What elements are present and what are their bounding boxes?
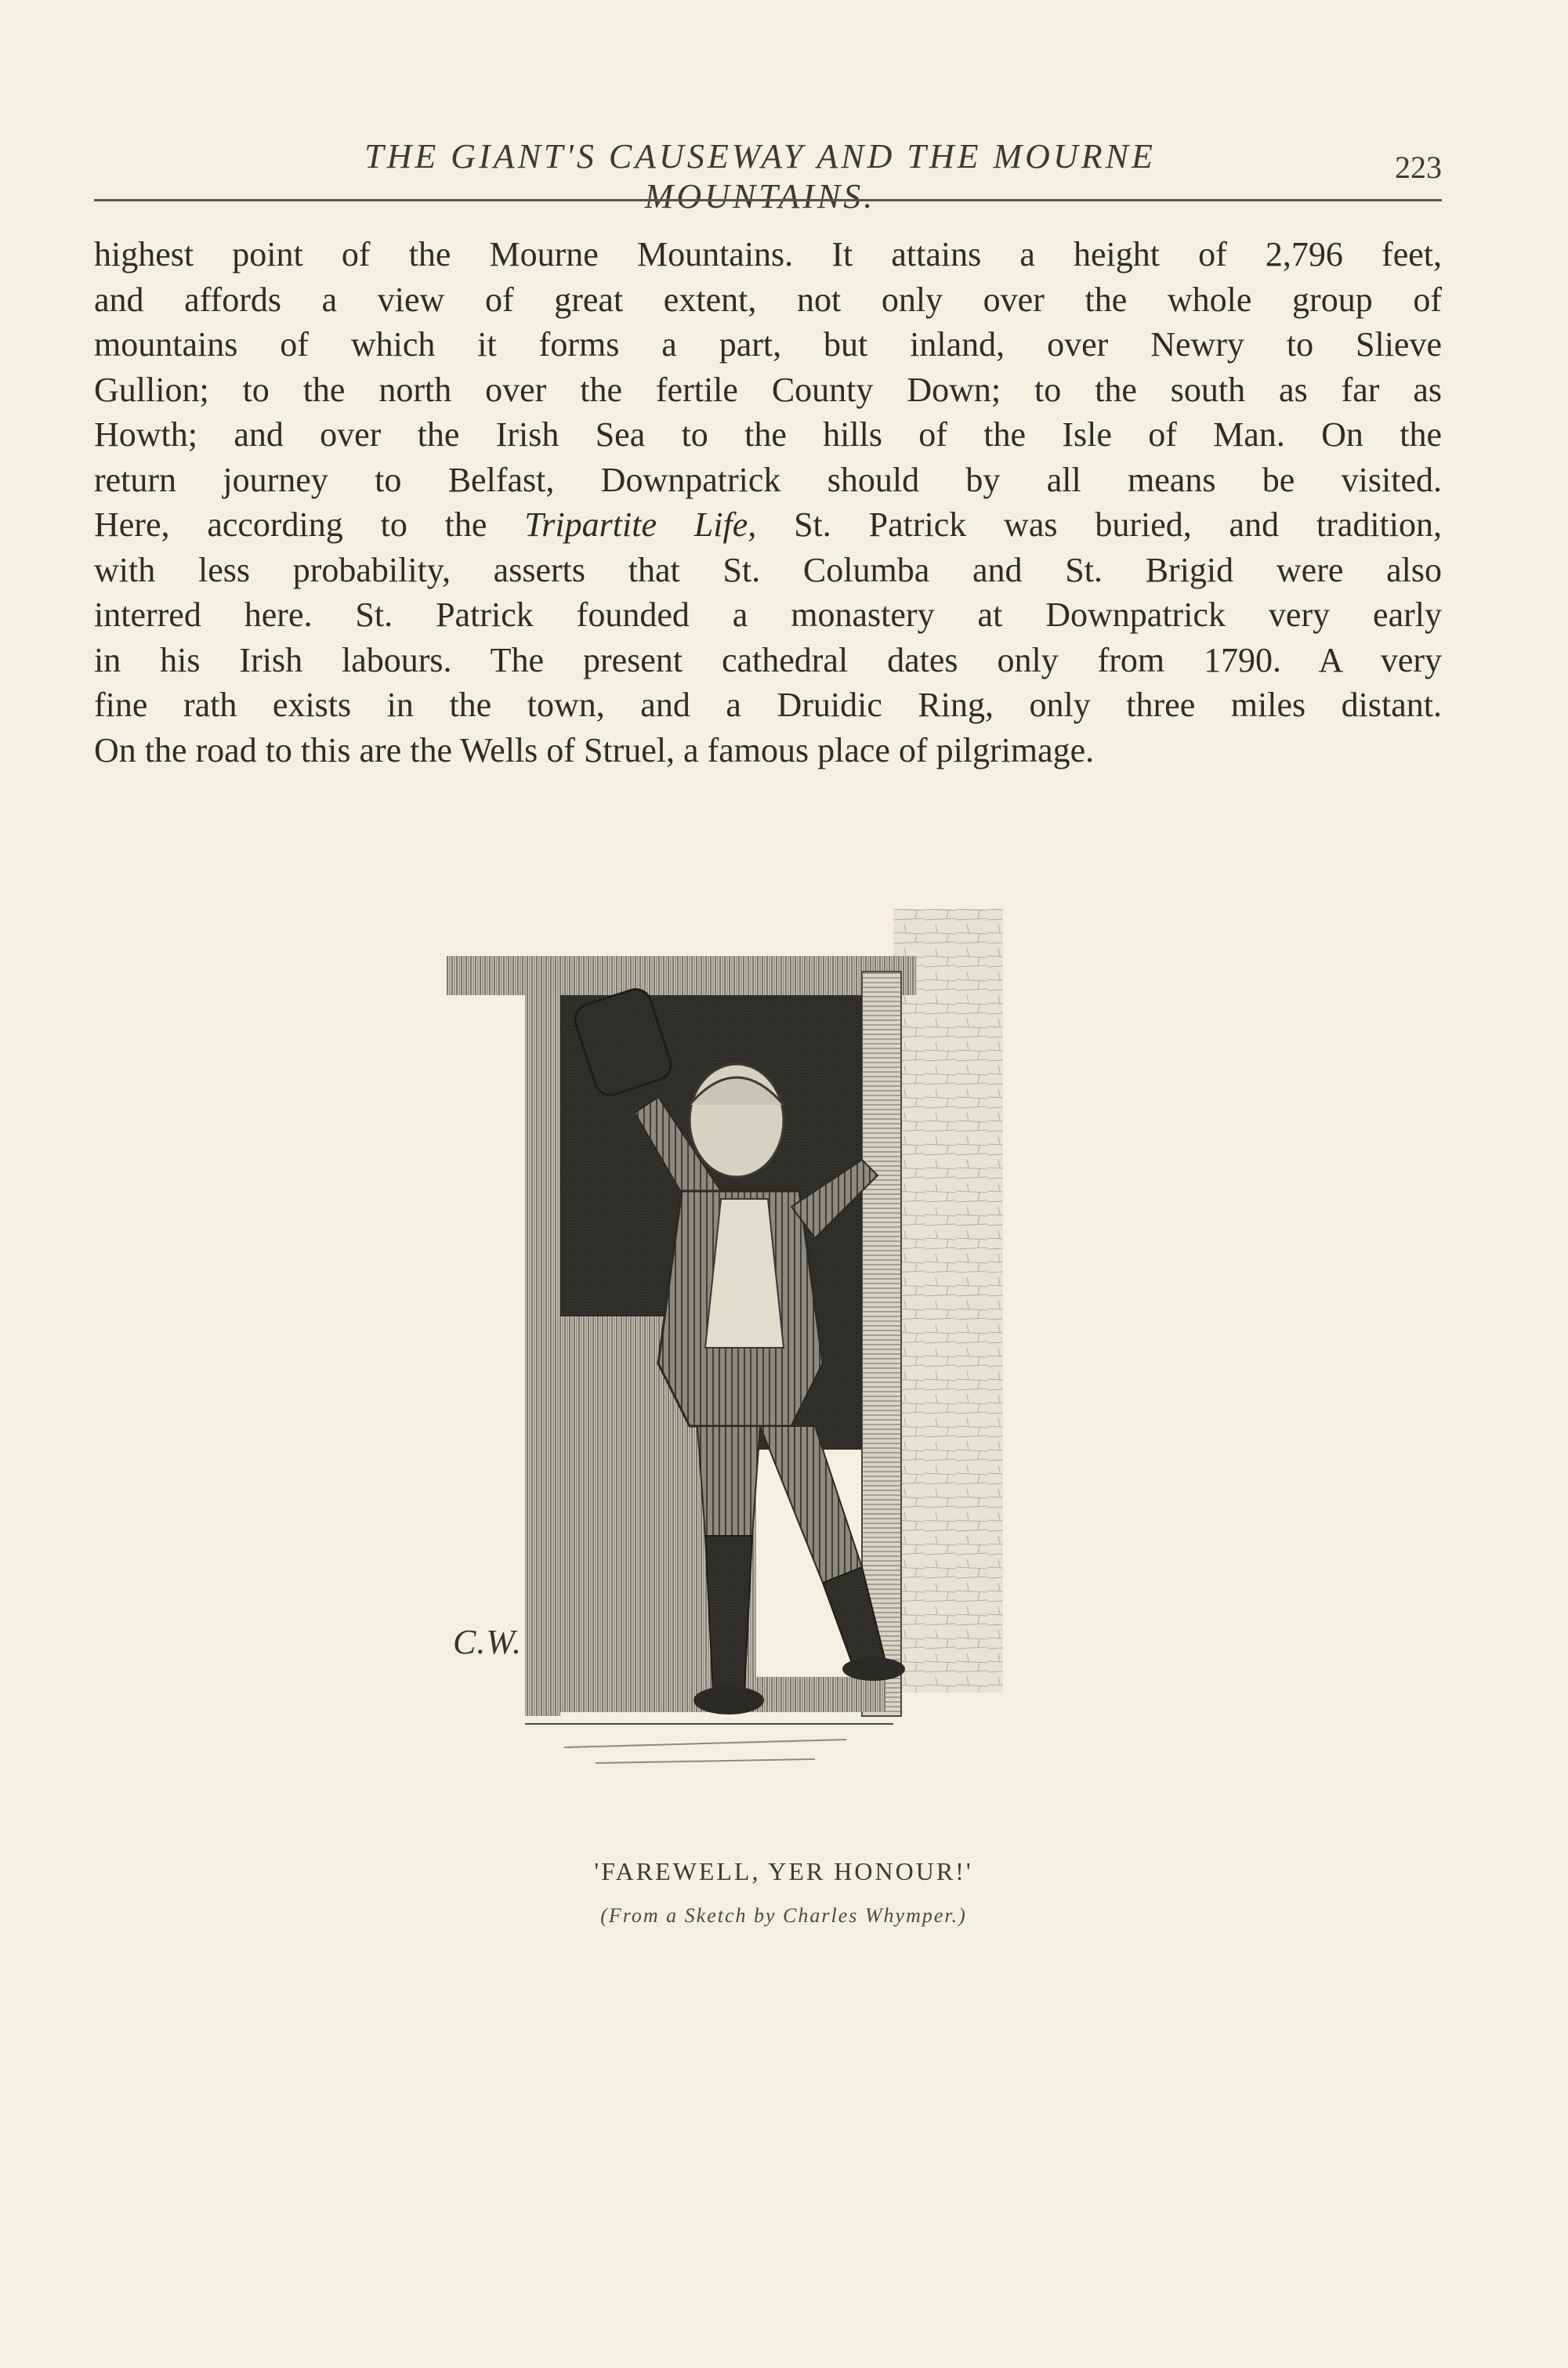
text-line: return journey to Belfast, Downpatrick should by all means be visited. xyxy=(94,460,1442,499)
artist-monogram: C.W. xyxy=(453,1623,522,1661)
illustration-caption: 'FAREWELL, YER HONOUR!' xyxy=(594,1857,973,1885)
page-number: 223 xyxy=(1395,150,1442,185)
text-line: Howth; and over the Irish Sea to the hills of the Isle of Man. On the xyxy=(94,415,1442,454)
text-segment: St. Patrick was buried, and tradition, xyxy=(756,505,1442,544)
text-line: in his Irish labours. The present cathedral dates only from 1790. A very xyxy=(94,640,1442,679)
header-rule xyxy=(94,199,1442,201)
body-paragraph xyxy=(94,232,1442,773)
running-title: THE GIANT'S CAUSEWAY AND THE MOURNE MOUNTAINS. xyxy=(364,137,1156,215)
illustration-credit: (From a Sketch by Charles Whymper.) xyxy=(600,1904,967,1927)
text-line: Gullion; to the north over the fertile County Down; to the south as far as xyxy=(94,370,1442,409)
text-line: with less probability, asserts that St. Columba and St. Brigid were also xyxy=(94,550,1442,589)
running-head xyxy=(94,132,1442,215)
engraving-svg xyxy=(423,878,1050,1818)
text-line: highest point of the Mourne Mountains. It attains a height of 2,796 feet, xyxy=(94,235,1442,273)
book-title-italic: Tripartite Life, xyxy=(524,505,757,544)
text-line: interred here. St. Patrick founded a monastery at Downpatrick very early xyxy=(94,596,1442,634)
text-line xyxy=(94,502,1442,548)
text-line: On the road to this are the Wells of Struel, a famous place of pilgrimage. xyxy=(94,730,1095,769)
text-line: fine rath exists in the town, and a Druidic Ring, only three miles distant. xyxy=(94,686,1442,724)
text-line: mountains of which it forms a part, but inland, over Newry to Slieve xyxy=(94,325,1442,364)
text-line: and affords a view of great extent, not only over the whole group of xyxy=(94,280,1442,319)
engraving-illustration xyxy=(423,878,1050,1818)
text-segment: Here, according to the xyxy=(94,505,525,544)
